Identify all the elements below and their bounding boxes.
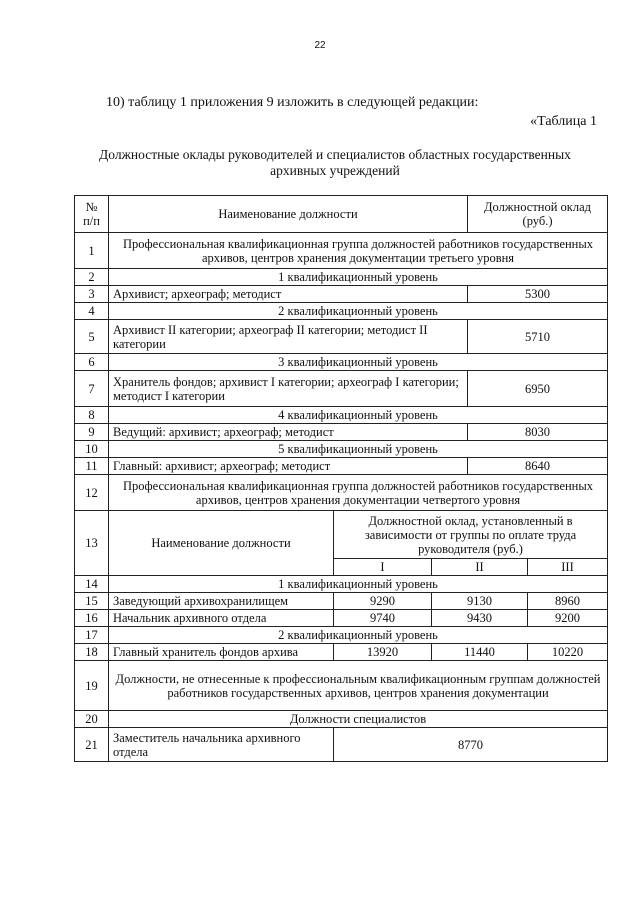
table-row xyxy=(75,286,608,303)
intro-text: 10) таблицу 1 приложения 9 изложить в следующей редакции: xyxy=(106,95,479,110)
table-label: «Таблица 1 xyxy=(530,114,597,129)
table-row xyxy=(75,371,608,407)
subheader-salary: Должностной оклад, установленный в зависимости от группы по оплате труда руководителя (руб.) xyxy=(334,511,608,559)
table-title: Должностные оклады руководителей и специалистов областных государственных архивных учреждений xyxy=(99,147,571,178)
level-heading: Должности специалистов xyxy=(109,711,608,728)
row-num: 12 xyxy=(75,475,109,511)
row-num: 18 xyxy=(75,644,109,661)
group-II: II xyxy=(432,559,528,576)
level-heading: 4 квалификационный уровень xyxy=(109,407,608,424)
table-row xyxy=(75,441,608,458)
salary-group-III: 10220 xyxy=(528,644,608,661)
table-row xyxy=(75,593,608,610)
salary-group-III: 8960 xyxy=(528,593,608,610)
group-heading: Должности, не отнесенные к профессиональным квалификационным группам должностей работников государственных архивов, центров хранения документации xyxy=(109,661,608,711)
level-heading: 1 квалификационный уровень xyxy=(109,269,608,286)
salary-group-I: 9290 xyxy=(334,593,432,610)
row-num: 1 xyxy=(75,233,109,269)
position-name: Архивист; археограф; методист xyxy=(109,286,468,303)
salary-group-I: 13920 xyxy=(334,644,432,661)
header-salary: Должностной оклад (руб.) xyxy=(468,196,608,233)
salary-value: 5710 xyxy=(468,320,608,354)
table-row xyxy=(75,711,608,728)
level-heading: 2 квалификационный уровень xyxy=(109,303,608,320)
table-row xyxy=(75,511,608,559)
row-num: 3 xyxy=(75,286,109,303)
row-num: 20 xyxy=(75,711,109,728)
table-row xyxy=(75,576,608,593)
row-num: 19 xyxy=(75,661,109,711)
salary-value: 8030 xyxy=(468,424,608,441)
table-row xyxy=(75,269,608,286)
table-row xyxy=(75,320,608,354)
position-name: Заведующий архивохранилищем xyxy=(109,593,334,610)
position-name: Архивист II категории; археограф II категории; методист II категории xyxy=(109,320,468,354)
row-num: 6 xyxy=(75,354,109,371)
table-row xyxy=(75,661,608,711)
salary-value: 5300 xyxy=(468,286,608,303)
group-heading: Профессиональная квалификационная группа должностей работников государственных архивов, центров хранения документации четвертого уровня xyxy=(109,475,608,511)
salary-group-I: 9740 xyxy=(334,610,432,627)
row-num: 21 xyxy=(75,728,109,762)
table-row xyxy=(75,475,608,511)
row-num: 11 xyxy=(75,458,109,475)
table-row xyxy=(75,407,608,424)
row-num: 14 xyxy=(75,576,109,593)
row-num: 4 xyxy=(75,303,109,320)
position-name: Главный хранитель фондов архива xyxy=(109,644,334,661)
row-num: 17 xyxy=(75,627,109,644)
salary-value: 8770 xyxy=(334,728,608,762)
level-heading: 5 квалификационный уровень xyxy=(109,441,608,458)
table-row xyxy=(75,354,608,371)
header-num: № п/п xyxy=(75,196,109,233)
table-row xyxy=(75,458,608,475)
table-row xyxy=(75,644,608,661)
position-name: Ведущий: архивист; археограф; методист xyxy=(109,424,468,441)
table-row xyxy=(75,303,608,320)
row-num: 7 xyxy=(75,371,109,407)
row-num: 16 xyxy=(75,610,109,627)
salary-value: 6950 xyxy=(468,371,608,407)
group-I: I xyxy=(334,559,432,576)
position-name: Заместитель начальника архивного отдела xyxy=(109,728,334,762)
group-heading: Профессиональная квалификационная группа должностей работников государственных архивов, центров хранения документации третьего уровня xyxy=(109,233,608,269)
table-header-row xyxy=(75,196,608,233)
header-position: Наименование должности xyxy=(109,196,468,233)
position-name: Главный: архивист; археограф; методист xyxy=(109,458,468,475)
row-num: 15 xyxy=(75,593,109,610)
salary-value: 8640 xyxy=(468,458,608,475)
group-III: III xyxy=(528,559,608,576)
level-heading: 2 квалификационный уровень xyxy=(109,627,608,644)
salary-group-II: 11440 xyxy=(432,644,528,661)
salary-group-II: 9430 xyxy=(432,610,528,627)
row-num: 10 xyxy=(75,441,109,458)
page-number: 22 xyxy=(314,40,326,51)
row-num: 13 xyxy=(75,511,109,576)
table-row xyxy=(75,233,608,269)
salary-group-II: 9130 xyxy=(432,593,528,610)
table-row xyxy=(75,728,608,762)
level-heading: 3 квалификационный уровень xyxy=(109,354,608,371)
position-name: Начальник архивного отдела xyxy=(109,610,334,627)
position-name: Хранитель фондов; архивист I категории; археограф I категории; методист I категории xyxy=(109,371,468,407)
subheader-position: Наименование должности xyxy=(109,511,334,576)
table-row xyxy=(75,424,608,441)
table-row xyxy=(75,627,608,644)
row-num: 9 xyxy=(75,424,109,441)
level-heading: 1 квалификационный уровень xyxy=(109,576,608,593)
salary-group-III: 9200 xyxy=(528,610,608,627)
row-num: 2 xyxy=(75,269,109,286)
row-num: 8 xyxy=(75,407,109,424)
row-num: 5 xyxy=(75,320,109,354)
table-row xyxy=(75,610,608,627)
salary-table xyxy=(74,195,608,762)
